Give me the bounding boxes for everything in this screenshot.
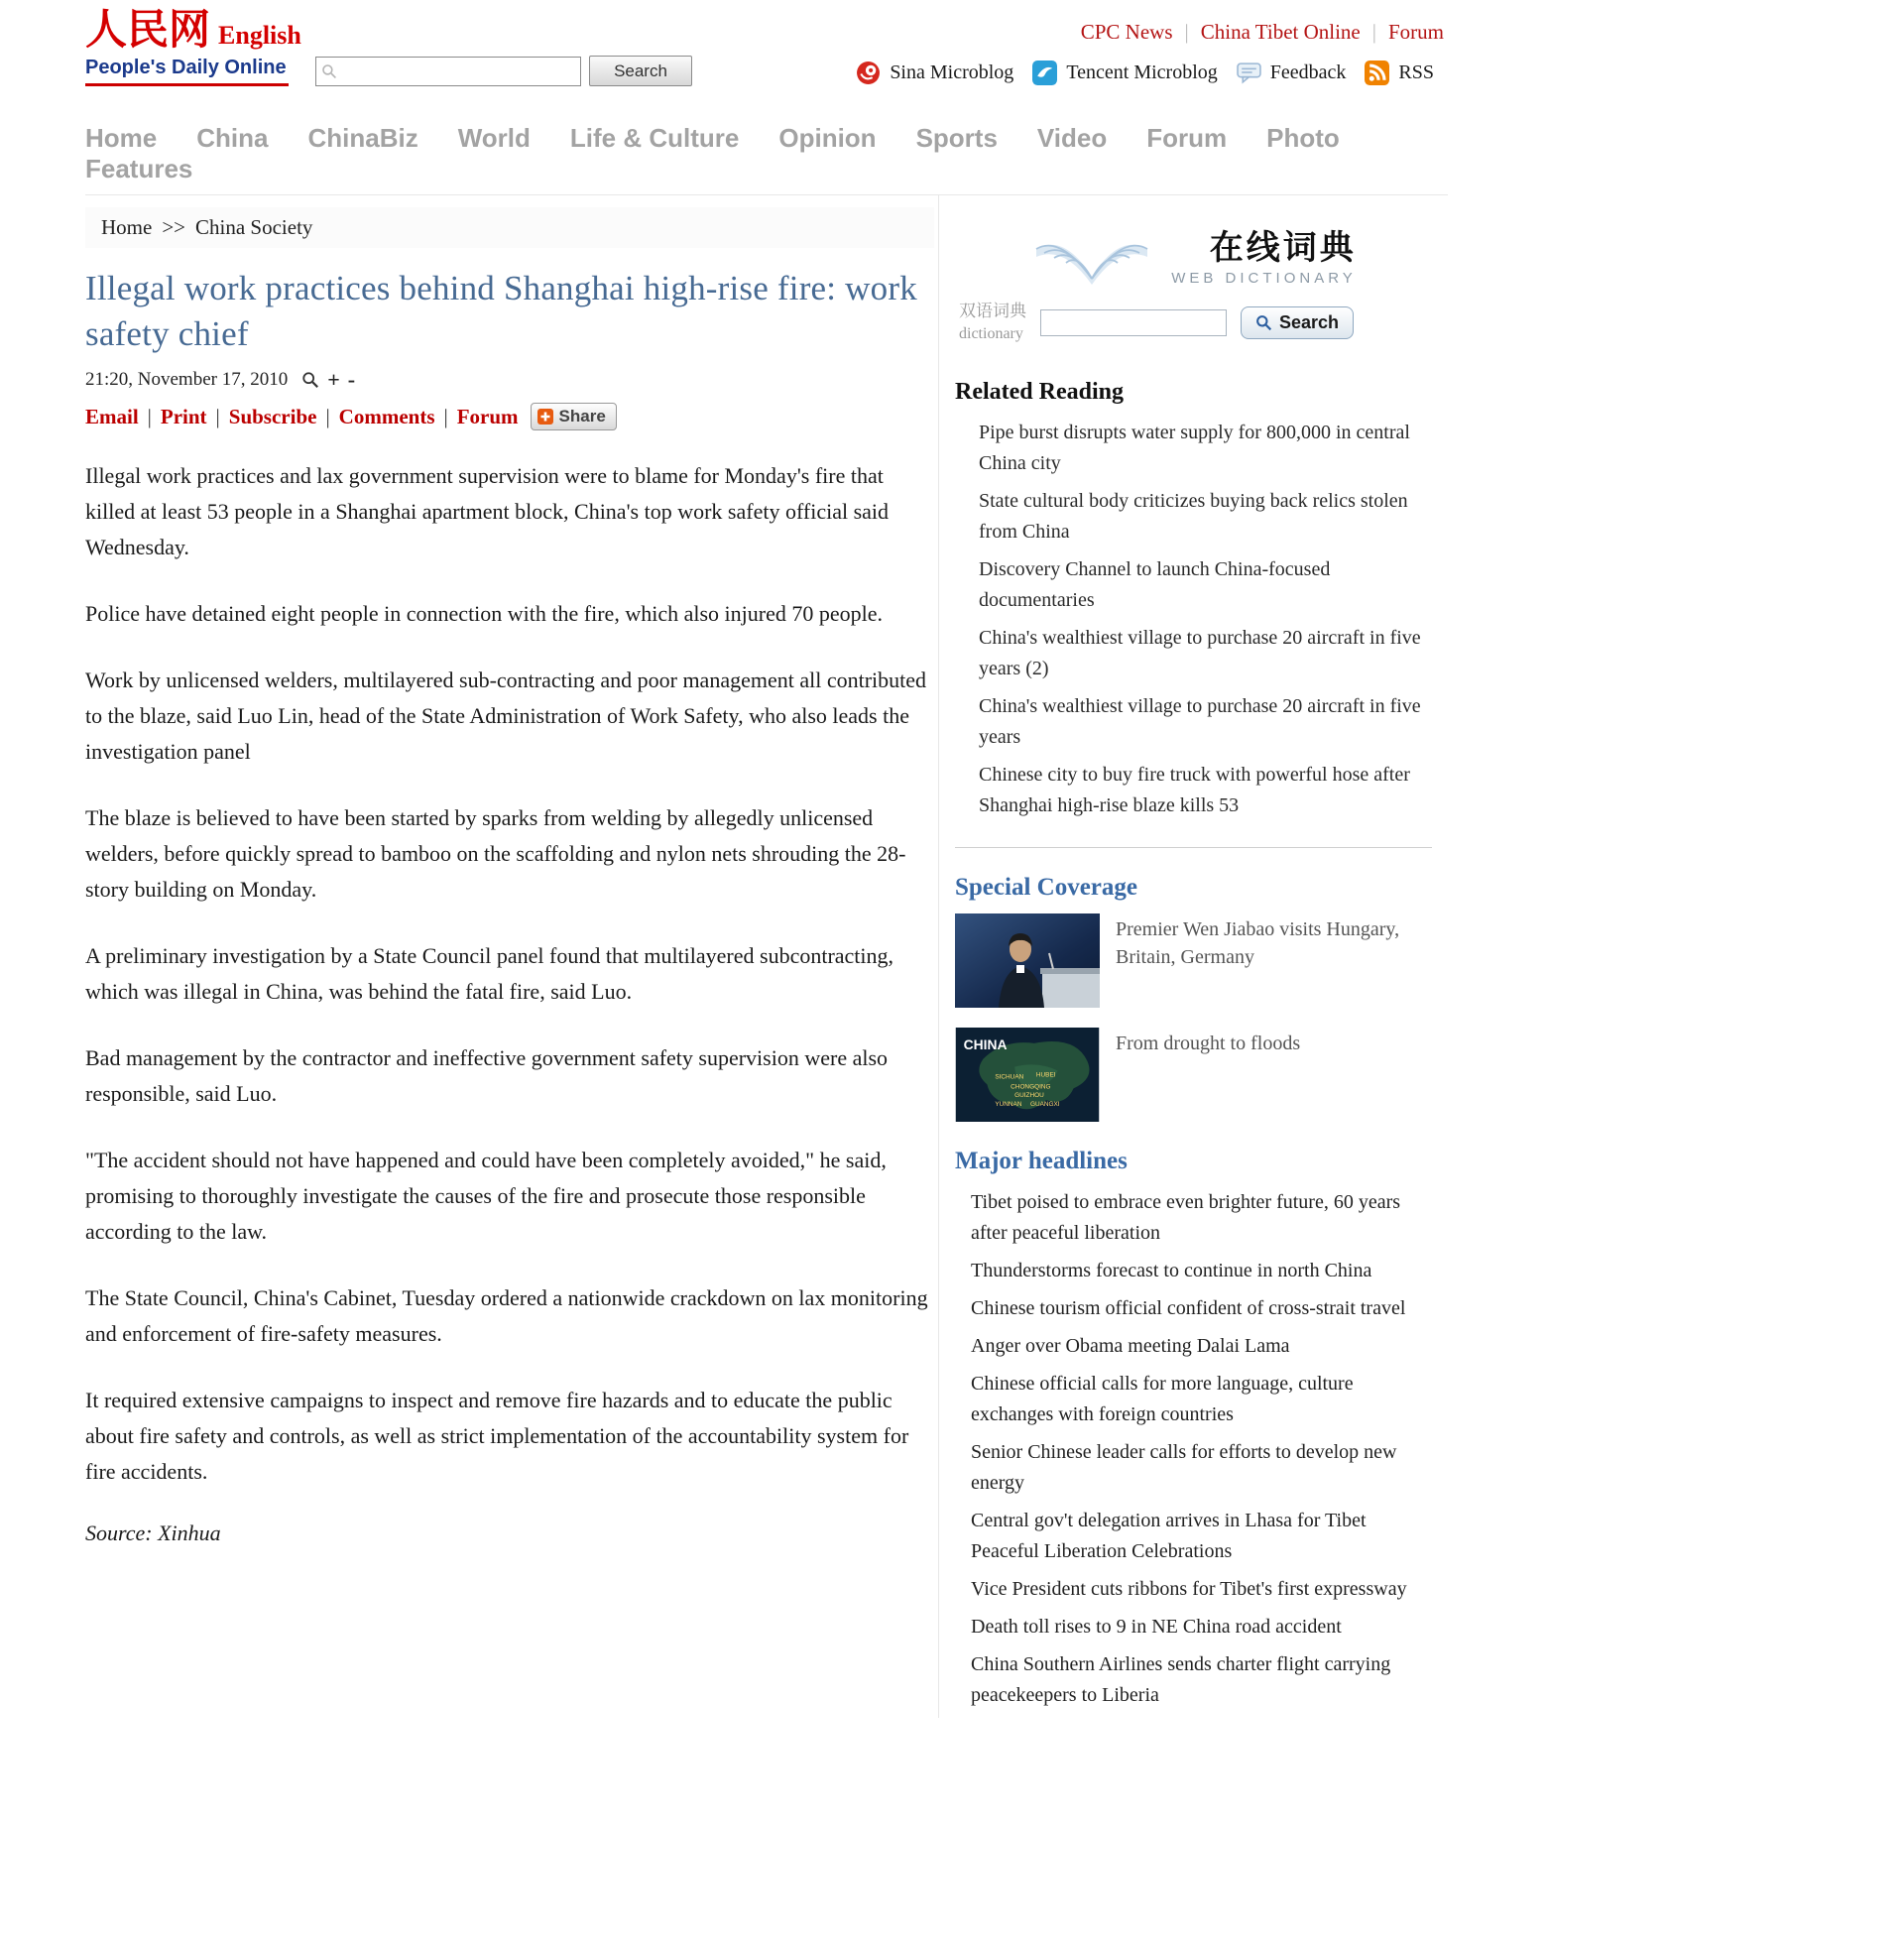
- dictionary-search-button[interactable]: Search: [1241, 306, 1354, 339]
- comments-link[interactable]: Comments: [338, 404, 435, 428]
- article-paragraph: The State Council, China's Cabinet, Tuesday ordered a nationwide crackdown on lax monitoring and enforcement of fire-safety measures.: [85, 1285, 928, 1347]
- article-paragraph: A preliminary investigation by a State Council panel found that multilayered subcontracting, which was illegal in China, was behind the fatal fire, said Luo.: [85, 943, 894, 1005]
- breadcrumb: [85, 207, 934, 248]
- headline-item[interactable]: Chinese official calls for more language, culture exchanges with foreign countries: [971, 1372, 1354, 1425]
- share-button[interactable]: [531, 403, 617, 430]
- separator: |: [1371, 20, 1376, 44]
- share-label: Share: [558, 407, 606, 426]
- major-headlines-heading: Major headlines: [955, 1147, 1128, 1174]
- separator: |: [1184, 20, 1189, 44]
- related-reading-item[interactable]: Chinese city to buy fire truck with powerful hose after Shanghai high-rise blaze kills 53: [979, 763, 1410, 816]
- related-reading-item[interactable]: China's wealthiest village to purchase 20 aircraft in five years: [979, 694, 1421, 748]
- dictionary-header: [955, 225, 1432, 287]
- header-search-button[interactable]: Search: [589, 56, 692, 86]
- social-links-row: [856, 61, 1444, 85]
- nav-item-opinion[interactable]: Opinion: [778, 123, 877, 153]
- dictionary-subtitle: WEB DICTIONARY: [1171, 270, 1357, 287]
- separator: |: [443, 404, 448, 428]
- headline-item[interactable]: Vice President cuts ribbons for Tibet's first expressway: [971, 1577, 1407, 1600]
- article-body: [85, 458, 934, 1546]
- subscribe-link[interactable]: Subscribe: [228, 404, 317, 428]
- site-logo[interactable]: [85, 10, 318, 86]
- map-label-guizhou: GUIZHOU: [1014, 1091, 1044, 1099]
- special-coverage-item: [955, 1028, 1432, 1122]
- header: [85, 10, 1448, 111]
- separator: |: [325, 404, 330, 428]
- headline-item[interactable]: Senior Chinese leader calls for efforts to develop new energy: [971, 1440, 1397, 1494]
- separator: |: [147, 404, 152, 428]
- link-china-tibet-online[interactable]: China Tibet Online: [1200, 20, 1361, 44]
- article-paragraph: The blaze is believed to have been started by sparks from welding by allegedly unlicensed welders, before quickly spread to bamboo on the scaffolding and nylon nets shrouding the 28-story building on Monday.: [85, 805, 906, 903]
- header-right: [856, 20, 1444, 85]
- breadcrumb-separator: >>: [162, 215, 186, 239]
- article-paragraph: Bad management by the contractor and ineffective government safety supervision were also responsible, said Luo.: [85, 1045, 889, 1107]
- header-search-input[interactable]: [315, 57, 581, 86]
- related-reading-item[interactable]: China's wealthiest village to purchase 20 aircraft in five years (2): [979, 626, 1421, 679]
- headline-item[interactable]: Anger over Obama meeting Dalai Lama: [971, 1334, 1290, 1357]
- headline-item[interactable]: China Southern Airlines sends charter flight carrying peacekeepers to Liberia: [971, 1652, 1391, 1706]
- font-decrease-button[interactable]: -: [347, 367, 356, 393]
- major-headlines-list: [955, 1187, 1432, 1711]
- top-links: [856, 20, 1444, 45]
- nav-item-world[interactable]: World: [457, 123, 531, 153]
- dictionary-title: 在线词典: [1209, 229, 1357, 267]
- article-timestamp: 21:20, November 17, 2010: [85, 369, 289, 391]
- email-link[interactable]: Email: [85, 404, 139, 428]
- tencent-microblog-link[interactable]: Tencent Microblog: [1066, 61, 1218, 83]
- logo-subtitle: People's Daily Online: [85, 54, 289, 86]
- nav-item-photo[interactable]: Photo: [1266, 123, 1340, 153]
- tencent-microblog-icon[interactable]: [1032, 61, 1057, 85]
- dictionary-form: [955, 301, 1432, 345]
- sidebar: [938, 195, 1432, 1718]
- web-dictionary-widget: [955, 203, 1432, 353]
- article-paragraph: "The accident should not have happened and could have been completely avoided," he said, promising to thoroughly investigate the causes of the fire and prosecute those responsible according to the law.: [85, 1148, 887, 1245]
- article-meta: [85, 369, 934, 391]
- article-source: Source: Xinhua: [85, 1520, 221, 1546]
- related-reading-heading: Related Reading: [955, 378, 1124, 405]
- nav-item-video[interactable]: Video: [1036, 123, 1108, 153]
- feedback-icon[interactable]: [1237, 61, 1261, 85]
- special-coverage-heading: Special Coverage: [955, 873, 1137, 901]
- search-icon: [1255, 314, 1272, 331]
- nav-item-home[interactable]: Home: [85, 123, 158, 153]
- nav-item-features[interactable]: Features: [85, 154, 193, 183]
- headline-item[interactable]: Death toll rises to 9 in NE China road accident: [971, 1615, 1342, 1638]
- article-paragraph: Illegal work practices and lax government supervision were to blame for Monday's fire that killed at least 53 people in a Shanghai apartment block, China's top work safety official said Wednesday.: [85, 463, 890, 560]
- rss-icon[interactable]: [1365, 61, 1389, 85]
- headline-item[interactable]: Thunderstorms forecast to continue in north China: [971, 1259, 1372, 1281]
- page: [85, 0, 1448, 1718]
- main-nav: [85, 117, 1448, 194]
- link-cpc-news[interactable]: CPC News: [1080, 20, 1173, 44]
- share-icon: [537, 409, 553, 425]
- logo-chinese-text: 人民网: [85, 8, 211, 54]
- content: [85, 195, 1448, 1718]
- link-forum[interactable]: Forum: [1387, 20, 1444, 44]
- article-actions: [85, 403, 934, 430]
- wen-jiabao-thumbnail[interactable]: [955, 913, 1100, 1008]
- sina-microblog-link[interactable]: Sina Microblog: [890, 61, 1014, 83]
- article-column: [85, 195, 934, 1718]
- map-label-sichuan: SICHUAN: [995, 1072, 1024, 1080]
- logo-english-text: English: [218, 21, 301, 50]
- special-coverage-item: [955, 913, 1432, 1008]
- special-coverage-caption[interactable]: Premier Wen Jiabao visits Hungary, Britain, Germany: [1116, 917, 1400, 968]
- dictionary-label: 双语词典 dictionary: [959, 302, 1026, 342]
- sidebar-divider: [955, 847, 1432, 848]
- breadcrumb-home[interactable]: Home: [101, 215, 153, 239]
- font-increase-button[interactable]: +: [327, 367, 340, 393]
- nav-item-forum[interactable]: Forum: [1146, 123, 1228, 153]
- nav-item-chinabiz[interactable]: ChinaBiz: [307, 123, 418, 153]
- related-reading-list: [955, 418, 1432, 821]
- print-link[interactable]: Print: [160, 404, 207, 428]
- search-icon: [321, 63, 337, 84]
- map-label-guangxi: GUANGXI: [1029, 1100, 1060, 1108]
- map-label-hubei: HUBEI: [1035, 1071, 1056, 1079]
- article-paragraph: Police have detained eight people in connection with the fire, which also injured 70 people.: [85, 601, 883, 627]
- logo-wordmark: [85, 10, 318, 52]
- map-label-china: CHINA: [963, 1035, 1008, 1052]
- breadcrumb-section: China Society: [195, 215, 313, 239]
- related-reading-item[interactable]: Discovery Channel to launch China-focused documentaries: [979, 557, 1331, 611]
- special-coverage-caption[interactable]: From drought to floods: [1116, 1032, 1301, 1054]
- article-title: Illegal work practices behind Shanghai high-rise fire: work safety chief: [85, 269, 917, 354]
- article-paragraph: It required extensive campaigns to inspect and remove fire hazards and to educate the public about fire safety and controls, as well as strict implementation of the accountability system for fire accidents.: [85, 1388, 909, 1485]
- headline-item[interactable]: Central gov't delegation arrives in Lhasa for Tibet Peaceful Liberation Celebrations: [971, 1509, 1367, 1562]
- forum-link[interactable]: Forum: [456, 404, 519, 428]
- sina-microblog-icon[interactable]: [856, 61, 881, 85]
- separator: |: [215, 404, 220, 428]
- feedback-link[interactable]: Feedback: [1269, 61, 1347, 83]
- map-label-yunnan: YUNNAN: [995, 1100, 1022, 1108]
- nav-item-life-culture[interactable]: Life & Culture: [569, 123, 740, 153]
- open-book-icon: [1030, 225, 1153, 287]
- header-search: [315, 56, 692, 86]
- nav-item-sports[interactable]: Sports: [915, 123, 998, 153]
- nav-item-china[interactable]: China: [196, 123, 269, 153]
- china-map-thumbnail[interactable]: [955, 1028, 1100, 1122]
- headline-item[interactable]: Tibet poised to embrace even brighter future, 60 years after peaceful liberation: [971, 1190, 1401, 1244]
- headline-item[interactable]: Chinese tourism official confident of cross-strait travel: [971, 1296, 1406, 1319]
- related-reading-item[interactable]: Pipe burst disrupts water supply for 800,000 in central China city: [979, 421, 1410, 474]
- related-reading-item[interactable]: State cultural body criticizes buying back relics stolen from China: [979, 489, 1408, 543]
- text-zoom-icon[interactable]: [301, 371, 319, 389]
- article-paragraph: Work by unlicensed welders, multilayered sub-contracting and poor management all contributed to the blaze, said Luo Lin, head of the State Administration of Work Safety, who also leads the investigation panel: [85, 668, 927, 765]
- rss-link[interactable]: RSS: [1398, 61, 1434, 83]
- map-label-chongqing: CHONGQING: [1011, 1082, 1051, 1090]
- dictionary-search-input[interactable]: [1040, 309, 1227, 336]
